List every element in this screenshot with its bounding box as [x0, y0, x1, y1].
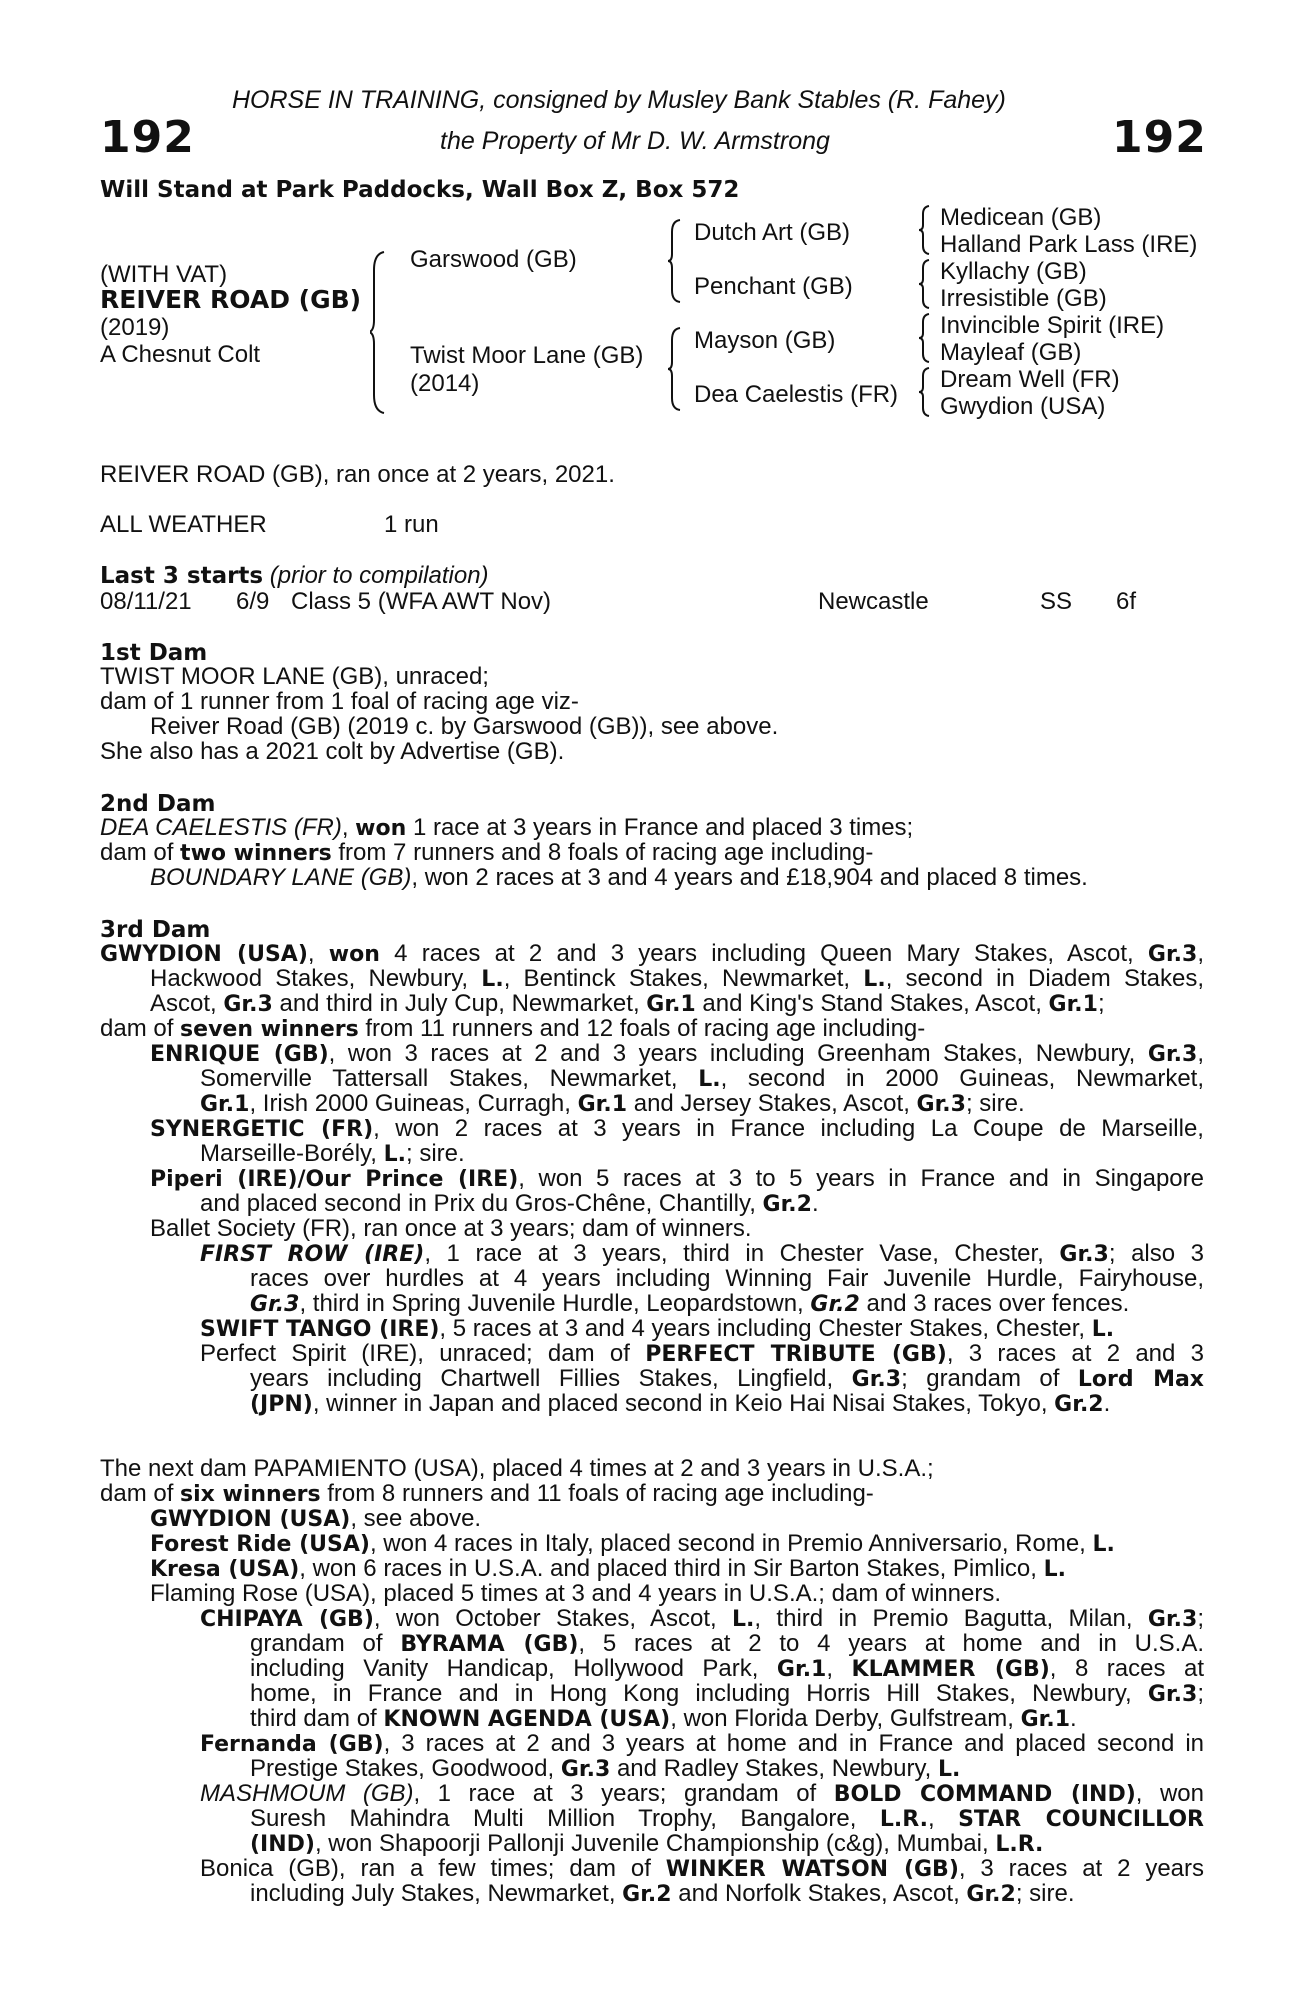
brace-sd	[918, 258, 932, 310]
next-dam-line: grandam of BYRAMA (GB), 5 races at 2 to 4 years at home and in U.S.A.	[250, 1630, 1205, 1657]
next-dam-line: including Vanity Handicap, Hollywood Park, Gr.1, KLAMMER (GB), 8 races at	[250, 1655, 1204, 1682]
brace-ds	[918, 312, 932, 364]
third-dam-line: Ascot, Gr.3 and third in July Cup, Newmarket, Gr.1 and King's Stand Stakes, Ascot, Gr.1;	[150, 990, 1105, 1017]
next-dam-line: GWYDION (USA), see above.	[150, 1505, 482, 1532]
third-dam-line: ENRIQUE (GB), won 3 races at 2 and 3 years including Greenham Stakes, Newbury, Gr.3,	[150, 1040, 1204, 1067]
start-course: Newcastle	[818, 588, 929, 615]
third-dam-line: Ballet Society (FR), ran once at 3 years; dam of winners.	[150, 1215, 752, 1242]
second-dam-line: BOUNDARY LANE (GB), won 2 races at 3 and 4 years and £18,904 and placed 8 times.	[150, 864, 1088, 891]
next-dam-line: The next dam PAPAMIENTO (USA), placed 4 times at 2 and 3 years in U.S.A.;	[100, 1455, 934, 1482]
consignor-line: HORSE IN TRAINING, consigned by Musley Bank Stables (R. Fahey)	[232, 86, 1006, 114]
next-dam-line: MASHMOUM (GB), 1 race at 3 years; grandam of BOLD COMMAND (IND), won	[200, 1780, 1204, 1807]
third-dam-line: FIRST ROW (IRE), 1 race at 3 years, third in Chester Vase, Chester, Gr.3; also 3	[200, 1240, 1205, 1267]
next-dam-line: Prestige Stakes, Goodwood, Gr.3 and Radley Stakes, Newbury, L.	[250, 1755, 961, 1782]
location-line: Will Stand at Park Paddocks, Wall Box Z, Box 572	[100, 177, 740, 203]
last-starts-note: (prior to compilation)	[269, 562, 489, 589]
second-dam-line: dam of two winners from 7 runners and 8 foals of racing age including-	[100, 839, 874, 866]
third-dam-line: Perfect Spirit (IRE), unraced; dam of PERFECT TRIBUTE (GB), 3 races at 2 and 3	[200, 1340, 1205, 1367]
third-dam-line: years including Chartwell Fillies Stakes, Lingfield, Gr.3; grandam of Lord Max	[250, 1365, 1204, 1392]
second-dam-heading: 2nd Dam	[100, 791, 216, 817]
ss-dam: Halland Park Lass (IRE)	[940, 231, 1198, 258]
next-dam-line: dam of six winners from 8 runners and 11 foals of racing age including-	[100, 1480, 874, 1507]
dam-dam: Dea Caelestis (FR)	[694, 381, 899, 408]
first-dam-line: She also has a 2021 colt by Advertise (GB).	[100, 738, 565, 765]
third-dam-line: SYNERGETIC (FR), won 2 races at 3 years in France including La Coupe de Marseille,	[150, 1115, 1204, 1142]
third-dam-line: races over hurdles at 4 years including Winning Fair Juvenile Hurdle, Fairyhouse,	[250, 1265, 1204, 1292]
start-going: SS	[1040, 588, 1073, 615]
next-dam-line: Suresh Mahindra Multi Million Trophy, Bangalore, L.R., STAR COUNCILLOR	[250, 1805, 1204, 1832]
last-starts-title: Last 3 starts	[100, 563, 264, 589]
next-dam-line: CHIPAYA (GB), won October Stakes, Ascot, L., third in Premio Bagutta, Milan, Gr.3;	[200, 1605, 1205, 1632]
horse-year: (2019)	[100, 314, 170, 341]
next-dam-line: third dam of KNOWN AGENDA (USA), won Florida Derby, Gulfstream, Gr.1.	[250, 1705, 1077, 1732]
third-dam-line: and placed second in Prix du Gros-Chêne, Chantilly, Gr.2.	[200, 1190, 819, 1217]
third-dam-line: dam of seven winners from 11 runners and 12 foals of racing age including-	[100, 1015, 926, 1042]
third-dam-line: Gr.1, Irish 2000 Guineas, Curragh, Gr.1 and Jersey Stakes, Ascot, Gr.3; sire.	[200, 1090, 1025, 1117]
third-dam-line: Piperi (IRE)/Our Prince (IRE), won 5 races at 3 to 5 years in France and in Singapore	[150, 1165, 1204, 1192]
vat-label: (WITH VAT)	[100, 261, 228, 288]
start-distance: 6f	[1116, 588, 1137, 615]
start-race: Class 5 (WFA AWT Nov)	[291, 588, 552, 615]
horse-name: REIVER ROAD (GB)	[100, 285, 362, 314]
next-dam-line: Bonica (GB), ran a few times; dam of WINKER WATSON (GB), 3 races at 2 years	[200, 1855, 1204, 1882]
dam-sire: Mayson (GB)	[694, 327, 836, 354]
race-record-summary: REIVER ROAD (GB), ran once at 2 years, 2021.	[100, 461, 615, 488]
third-dam-line: SWIFT TANGO (IRE), 5 races at 3 and 4 years including Chester Stakes, Chester, L.	[200, 1315, 1115, 1342]
third-dam-line: GWYDION (USA), won 4 races at 2 and 3 years including Queen Mary Stakes, Ascot, Gr.3,	[100, 940, 1204, 967]
ds-dam: Mayleaf (GB)	[940, 339, 1082, 366]
third-dam-line: Marseille-Borély, L.; sire.	[200, 1140, 465, 1167]
next-dam-line: Fernanda (GB), 3 races at 2 and 3 years at home and in France and placed second in	[200, 1730, 1205, 1757]
brace-dam	[668, 326, 684, 412]
third-dam-heading: 3rd Dam	[100, 917, 211, 943]
third-dam-line: Gr.3, third in Spring Juvenile Hurdle, Leopardstown, Gr.2 and 3 races over fences.	[250, 1290, 1130, 1317]
lot-number-right: 192	[1112, 112, 1207, 163]
next-dam-line: (IND), won Shapoorji Pallonji Juvenile Championship (c&g), Mumbai, L.R.	[250, 1830, 1044, 1857]
horse-description: A Chesnut Colt	[100, 341, 261, 368]
first-dam-line: TWIST MOOR LANE (GB), unraced;	[100, 663, 489, 690]
third-dam-line: Somerville Tattersall Stakes, Newmarket, L., second in 2000 Guineas, Newmarket,	[200, 1065, 1204, 1092]
next-dam-line: home, in France and in Hong Kong including Horris Hill Stakes, Newbury, Gr.3;	[250, 1680, 1204, 1707]
sd-dam: Irresistible (GB)	[940, 285, 1107, 312]
surface-runs: 1 run	[384, 511, 439, 538]
dd-sire: Dream Well (FR)	[940, 366, 1120, 393]
first-dam-line: dam of 1 runner from 1 foal of racing age viz-	[100, 688, 579, 715]
sire-name: Garswood (GB)	[410, 246, 577, 273]
next-dam-line: Kresa (USA), won 6 races in U.S.A. and placed third in Sir Barton Stakes, Pimlico, L.	[150, 1555, 1066, 1582]
sire-dam: Penchant (GB)	[694, 273, 853, 300]
start-position: 6/9	[236, 588, 270, 615]
surface-label: ALL WEATHER	[100, 511, 267, 538]
first-dam-line: Reiver Road (GB) (2019 c. by Garswood (GB)), see above.	[150, 713, 779, 740]
last-starts-heading	[100, 562, 489, 590]
next-dam-line: Flaming Rose (USA), placed 5 times at 3 and 4 years in U.S.A.; dam of winners.	[150, 1580, 1002, 1607]
second-dam-line: DEA CAELESTIS (FR), won 1 race at 3 years in France and placed 3 times;	[100, 814, 914, 841]
property-line: the Property of Mr D. W. Armstrong	[440, 127, 830, 155]
third-dam-line: (JPN), winner in Japan and placed second in Keio Hai Nisai Stakes, Tokyo, Gr.2.	[250, 1390, 1111, 1417]
third-dam-line: Hackwood Stakes, Newbury, L., Bentinck Stakes, Newmarket, L., second in Diadem Stakes,	[150, 965, 1204, 992]
dam-year: (2014)	[410, 370, 480, 397]
ss-sire: Medicean (GB)	[940, 204, 1102, 231]
next-dam-line: including July Stakes, Newmarket, Gr.2 and Norfolk Stakes, Ascot, Gr.2; sire.	[250, 1880, 1075, 1907]
next-dam-line: Forest Ride (USA), won 4 races in Italy, placed second in Premio Anniversario, Rome, L.	[150, 1530, 1115, 1557]
first-dam-heading: 1st Dam	[100, 640, 208, 666]
lot-number-left: 192	[100, 112, 195, 163]
sire-sire: Dutch Art (GB)	[694, 219, 851, 246]
brace-dd	[918, 366, 932, 418]
ds-sire: Invincible Spirit (IRE)	[940, 312, 1165, 339]
dd-dam: Gwydion (USA)	[940, 393, 1106, 420]
sd-sire: Kyllachy (GB)	[940, 258, 1087, 285]
dam-name: Twist Moor Lane (GB)	[410, 342, 644, 369]
brace-main	[370, 250, 388, 415]
brace-sire	[668, 218, 684, 304]
start-date: 08/11/21	[100, 588, 192, 615]
brace-ss	[918, 204, 932, 256]
